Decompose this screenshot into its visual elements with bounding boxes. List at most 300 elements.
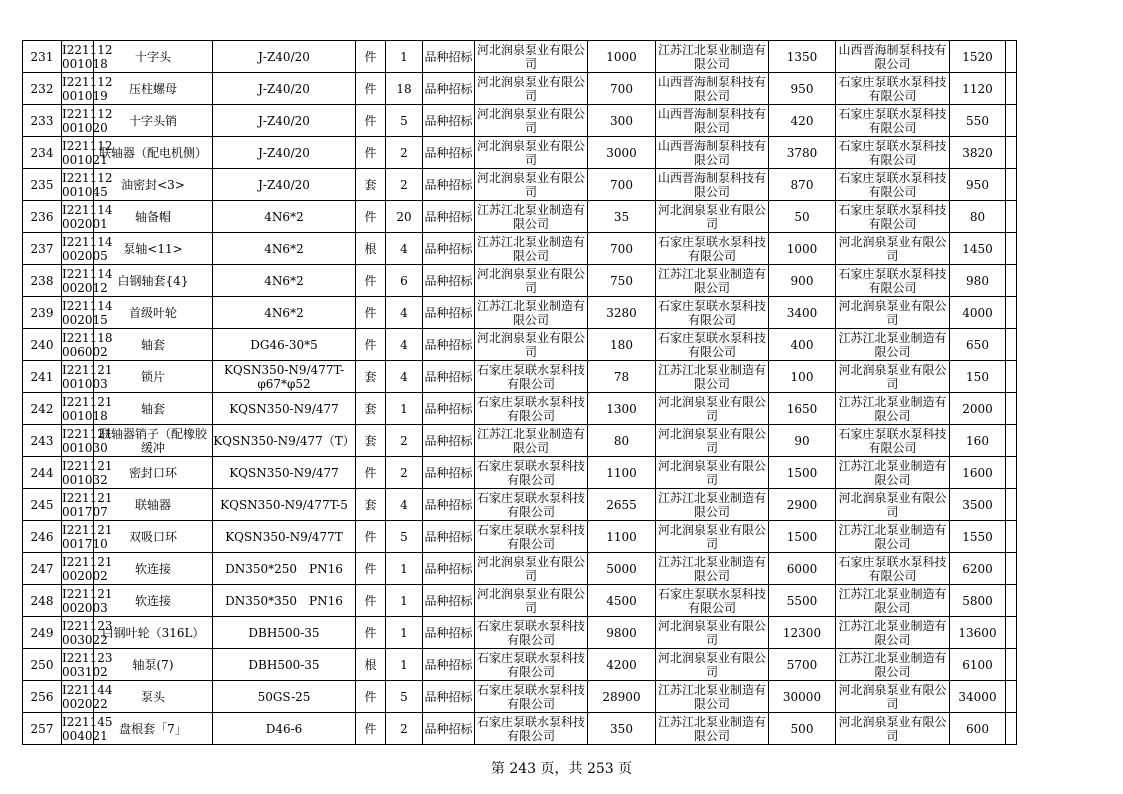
seq-cell: 235 [23,169,62,201]
blank-cell [1006,137,1017,169]
supplier-1-cell: 河北润泉泵业有限公司 [475,169,588,201]
supplier-3-cell: 江苏江北泵业制造有限公司 [836,521,950,553]
supplier-1-cell: 江苏江北泵业制造有限公司 [475,425,588,457]
price-3-cell: 650 [950,329,1006,361]
supplier-3-cell: 石家庄泵联水泵科技有限公司 [836,137,950,169]
qty-cell: 1 [386,617,423,649]
supplier-1-cell: 江苏江北泵业制造有限公司 [475,233,588,265]
seq-cell: 257 [23,713,62,745]
code-cell: I221112 001020 [62,106,113,135]
spec-cell: DBH500-35 [213,617,356,649]
price-2-cell: 400 [769,329,836,361]
seq-cell: 245 [23,489,62,521]
seq-cell: 232 [23,73,62,105]
table-row [23,521,1017,553]
blank-cell [1006,425,1017,457]
code-cell: I221118 006002 [62,330,113,359]
spec-cell: KQSN350-N9/477T [213,521,356,553]
price-2-cell: 900 [769,265,836,297]
price-1-cell: 3000 [588,137,656,169]
spec-cell: KQSN350-N9/477 [213,393,356,425]
item-name-cell: 十字头 [94,41,213,73]
seq-cell: 249 [23,617,62,649]
supplier-1-cell: 河北润泉泵业有限公司 [475,105,588,137]
seq-cell: 234 [23,137,62,169]
supplier-1-cell: 石家庄泵联水泵科技有限公司 [475,649,588,681]
price-1-cell: 9800 [588,617,656,649]
price-2-cell: 12300 [769,617,836,649]
supplier-1-cell: 石家庄泵联水泵科技有限公司 [475,521,588,553]
qty-cell: 2 [386,457,423,489]
method-cell: 品种招标 [423,233,475,265]
method-cell: 品种招标 [423,425,475,457]
code-cell: I221112 001019 [62,74,113,103]
price-2-cell: 5500 [769,585,836,617]
item-name-cell: 锁片 [94,361,213,393]
unit-cell: 件 [356,297,386,329]
price-2-cell: 6000 [769,553,836,585]
item-name-cell: 十字头销 [94,105,213,137]
supplier-3-cell: 江苏江北泵业制造有限公司 [836,649,950,681]
item-name-cell: 盘根套「7」 [94,713,213,745]
supplier-2-cell: 江苏江北泵业制造有限公司 [656,713,769,745]
page-footer: 第 243 页，共 253 页 [490,761,633,777]
qty-cell: 2 [386,713,423,745]
qty-cell: 4 [386,233,423,265]
table-row [23,297,1017,329]
supplier-3-cell: 石家庄泵联水泵科技有限公司 [836,201,950,233]
item-name-cell: 联轴器 [94,489,213,521]
seq-cell: 238 [23,265,62,297]
price-2-cell: 5700 [769,649,836,681]
supplier-2-cell: 山西晋海制泵科技有限公司 [656,105,769,137]
code-cell: I221112 001045 [62,170,113,199]
item-name-cell: 泵轴<11> [94,233,213,265]
price-1-cell: 350 [588,713,656,745]
seq-cell: 250 [23,649,62,681]
item-name-cell: 白钢叶轮（316L） [94,617,213,649]
item-name-cell: 轴备帽 [94,201,213,233]
qty-cell: 1 [386,553,423,585]
item-name-cell: 首级叶轮 [94,297,213,329]
price-2-cell: 90 [769,425,836,457]
code-cell: I221121 001707 [62,490,113,519]
spec-cell: D46-6 [213,713,356,745]
blank-cell [1006,329,1017,361]
table-row [23,169,1017,201]
unit-cell: 套 [356,425,386,457]
supplier-3-cell: 江苏江北泵业制造有限公司 [836,585,950,617]
qty-cell: 1 [386,649,423,681]
method-cell: 品种招标 [423,137,475,169]
item-name-cell: 油密封<3> [94,169,213,201]
table-row [23,393,1017,425]
unit-cell: 件 [356,681,386,713]
table-row [23,265,1017,297]
spec-cell: J-Z40/20 [213,41,356,73]
qty-cell: 4 [386,489,423,521]
supplier-2-cell: 山西晋海制泵科技有限公司 [656,73,769,105]
unit-cell: 件 [356,105,386,137]
price-3-cell: 980 [950,265,1006,297]
table-row [23,425,1017,457]
spec-cell: KQSN350-N9/477T-φ67*φ52 [213,361,356,393]
supplier-1-cell: 石家庄泵联水泵科技有限公司 [475,457,588,489]
price-2-cell: 1500 [769,521,836,553]
qty-cell: 5 [386,681,423,713]
price-3-cell: 950 [950,169,1006,201]
table-row [23,105,1017,137]
price-3-cell: 160 [950,425,1006,457]
seq-cell: 240 [23,329,62,361]
table-row [23,681,1017,713]
code-cell: I221123 003022 [62,618,113,647]
supplier-3-cell: 河北润泉泵业有限公司 [836,713,950,745]
price-2-cell: 500 [769,713,836,745]
item-name-cell: 轴套 [94,393,213,425]
unit-cell: 套 [356,489,386,521]
unit-cell: 根 [356,233,386,265]
item-name-cell: 联轴器销子（配橡胶缓冲 [94,425,213,457]
seq-cell: 236 [23,201,62,233]
qty-cell: 1 [386,393,423,425]
seq-cell: 246 [23,521,62,553]
table-row [23,489,1017,521]
supplier-1-cell: 河北润泉泵业有限公司 [475,41,588,73]
price-1-cell: 3280 [588,297,656,329]
spec-cell: 4N6*2 [213,297,356,329]
blank-cell [1006,521,1017,553]
supplier-2-cell: 河北润泉泵业有限公司 [656,649,769,681]
qty-cell: 4 [386,329,423,361]
blank-cell [1006,681,1017,713]
code-cell: I221121 001030 [62,426,113,455]
spec-cell: DN350*350 PN16 [213,585,356,617]
code-cell: I221121 001032 [62,458,113,487]
blank-cell [1006,105,1017,137]
blank-cell [1006,649,1017,681]
qty-cell: 2 [386,425,423,457]
supplier-3-cell: 石家庄泵联水泵科技有限公司 [836,105,950,137]
qty-cell: 1 [386,41,423,73]
spec-cell: J-Z40/20 [213,137,356,169]
code-cell: I221144 002022 [62,682,113,711]
price-2-cell: 1000 [769,233,836,265]
spec-cell: KQSN350-N9/477 [213,457,356,489]
code-cell: I221112 001018 [62,42,113,71]
method-cell: 品种招标 [423,649,475,681]
code-cell: I221121 002003 [62,586,113,615]
blank-cell [1006,457,1017,489]
table-row [23,713,1017,745]
table-row [23,361,1017,393]
method-cell: 品种招标 [423,201,475,233]
supplier-2-cell: 山西晋海制泵科技有限公司 [656,137,769,169]
price-1-cell: 1300 [588,393,656,425]
price-1-cell: 2655 [588,489,656,521]
price-2-cell: 50 [769,201,836,233]
seq-cell: 231 [23,41,62,73]
unit-cell: 套 [356,393,386,425]
price-3-cell: 1600 [950,457,1006,489]
spec-cell: DBH500-35 [213,649,356,681]
item-name-cell: 泵头 [94,681,213,713]
supplier-3-cell: 江苏江北泵业制造有限公司 [836,393,950,425]
spec-cell: J-Z40/20 [213,169,356,201]
supplier-3-cell: 石家庄泵联水泵科技有限公司 [836,425,950,457]
spec-cell: 4N6*2 [213,233,356,265]
unit-cell: 件 [356,457,386,489]
spec-cell: J-Z40/20 [213,105,356,137]
table-row [23,457,1017,489]
unit-cell: 件 [356,521,386,553]
supplier-2-cell: 河北润泉泵业有限公司 [656,201,769,233]
supplier-2-cell: 江苏江北泵业制造有限公司 [656,681,769,713]
code-cell: I221145 004021 [62,714,113,743]
supplier-1-cell: 江苏江北泵业制造有限公司 [475,201,588,233]
supplier-2-cell: 河北润泉泵业有限公司 [656,617,769,649]
supplier-1-cell: 石家庄泵联水泵科技有限公司 [475,617,588,649]
price-1-cell: 28900 [588,681,656,713]
unit-cell: 件 [356,201,386,233]
item-name-cell: 联轴器（配电机侧） [94,137,213,169]
seq-cell: 241 [23,361,62,393]
supplier-2-cell: 山西晋海制泵科技有限公司 [656,169,769,201]
price-1-cell: 750 [588,265,656,297]
qty-cell: 5 [386,521,423,553]
price-1-cell: 35 [588,201,656,233]
item-name-cell: 密封口环 [94,457,213,489]
price-3-cell: 550 [950,105,1006,137]
supplier-2-cell: 江苏江北泵业制造有限公司 [656,41,769,73]
price-3-cell: 1450 [950,233,1006,265]
table-row [23,233,1017,265]
method-cell: 品种招标 [423,361,475,393]
supplier-1-cell: 河北润泉泵业有限公司 [475,265,588,297]
price-1-cell: 80 [588,425,656,457]
supplier-2-cell: 江苏江北泵业制造有限公司 [656,489,769,521]
table-body [23,41,1017,745]
price-2-cell: 870 [769,169,836,201]
blank-cell [1006,489,1017,521]
supplier-1-cell: 石家庄泵联水泵科技有限公司 [475,393,588,425]
unit-cell: 件 [356,137,386,169]
qty-cell: 4 [386,361,423,393]
supplier-1-cell: 江苏江北泵业制造有限公司 [475,297,588,329]
spec-cell: DN350*250 PN16 [213,553,356,585]
blank-cell [1006,233,1017,265]
qty-cell: 5 [386,105,423,137]
blank-cell [1006,41,1017,73]
supplier-2-cell: 石家庄泵联水泵科技有限公司 [656,329,769,361]
item-name-cell: 双吸口环 [94,521,213,553]
price-1-cell: 300 [588,105,656,137]
price-3-cell: 1520 [950,41,1006,73]
supplier-2-cell: 石家庄泵联水泵科技有限公司 [656,585,769,617]
price-3-cell: 34000 [950,681,1006,713]
spec-cell: 4N6*2 [213,265,356,297]
table-row [23,553,1017,585]
method-cell: 品种招标 [423,713,475,745]
price-comparison-table [22,40,1017,745]
method-cell: 品种招标 [423,585,475,617]
code-cell: I221114 002001 [62,202,113,231]
price-2-cell: 3780 [769,137,836,169]
price-2-cell: 950 [769,73,836,105]
unit-cell: 件 [356,265,386,297]
seq-cell: 256 [23,681,62,713]
qty-cell: 2 [386,169,423,201]
seq-cell: 248 [23,585,62,617]
supplier-1-cell: 河北润泉泵业有限公司 [475,585,588,617]
seq-cell: 244 [23,457,62,489]
price-2-cell: 1650 [769,393,836,425]
spec-cell: 50GS-25 [213,681,356,713]
blank-cell [1006,617,1017,649]
supplier-2-cell: 石家庄泵联水泵科技有限公司 [656,297,769,329]
price-2-cell: 30000 [769,681,836,713]
method-cell: 品种招标 [423,617,475,649]
unit-cell: 件 [356,329,386,361]
price-1-cell: 180 [588,329,656,361]
item-name-cell: 软连接 [94,585,213,617]
supplier-1-cell: 石家庄泵联水泵科技有限公司 [475,361,588,393]
method-cell: 品种招标 [423,73,475,105]
blank-cell [1006,553,1017,585]
blank-cell [1006,393,1017,425]
price-3-cell: 80 [950,201,1006,233]
price-3-cell: 1120 [950,73,1006,105]
supplier-1-cell: 河北润泉泵业有限公司 [475,329,588,361]
price-1-cell: 700 [588,73,656,105]
supplier-3-cell: 江苏江北泵业制造有限公司 [836,329,950,361]
unit-cell: 根 [356,649,386,681]
code-cell: I221112 001021 [62,138,113,167]
supplier-2-cell: 江苏江北泵业制造有限公司 [656,361,769,393]
supplier-2-cell: 河北润泉泵业有限公司 [656,521,769,553]
price-1-cell: 4200 [588,649,656,681]
item-name-cell: 白钢轴套{4} [94,265,213,297]
method-cell: 品种招标 [423,393,475,425]
blank-cell [1006,201,1017,233]
price-3-cell: 150 [950,361,1006,393]
spec-cell: DG46-30*5 [213,329,356,361]
price-1-cell: 4500 [588,585,656,617]
price-1-cell: 1100 [588,521,656,553]
supplier-2-cell: 江苏江北泵业制造有限公司 [656,553,769,585]
unit-cell: 件 [356,713,386,745]
table-row [23,649,1017,681]
supplier-3-cell: 江苏江北泵业制造有限公司 [836,617,950,649]
qty-cell: 6 [386,265,423,297]
blank-cell [1006,169,1017,201]
price-1-cell: 1100 [588,457,656,489]
method-cell: 品种招标 [423,553,475,585]
price-2-cell: 420 [769,105,836,137]
seq-cell: 239 [23,297,62,329]
supplier-1-cell: 石家庄泵联水泵科技有限公司 [475,681,588,713]
code-cell: I221121 001018 [62,394,113,423]
supplier-3-cell: 山西晋海制泵科技有限公司 [836,41,950,73]
method-cell: 品种招标 [423,457,475,489]
table-row [23,585,1017,617]
price-3-cell: 13600 [950,617,1006,649]
supplier-3-cell: 江苏江北泵业制造有限公司 [836,457,950,489]
price-3-cell: 6200 [950,553,1006,585]
price-2-cell: 100 [769,361,836,393]
method-cell: 品种招标 [423,297,475,329]
blank-cell [1006,265,1017,297]
qty-cell: 4 [386,297,423,329]
method-cell: 品种招标 [423,329,475,361]
price-3-cell: 6100 [950,649,1006,681]
unit-cell: 件 [356,73,386,105]
unit-cell: 套 [356,169,386,201]
supplier-2-cell: 江苏江北泵业制造有限公司 [656,265,769,297]
price-3-cell: 1550 [950,521,1006,553]
seq-cell: 233 [23,105,62,137]
supplier-3-cell: 河北润泉泵业有限公司 [836,233,950,265]
price-2-cell: 1500 [769,457,836,489]
supplier-1-cell: 河北润泉泵业有限公司 [475,73,588,105]
supplier-3-cell: 河北润泉泵业有限公司 [836,489,950,521]
supplier-2-cell: 河北润泉泵业有限公司 [656,425,769,457]
price-3-cell: 2000 [950,393,1006,425]
blank-cell [1006,361,1017,393]
code-cell: I221121 001710 [62,522,113,551]
supplier-1-cell: 石家庄泵联水泵科技有限公司 [475,489,588,521]
unit-cell: 件 [356,41,386,73]
seq-cell: 242 [23,393,62,425]
blank-cell [1006,73,1017,105]
code-cell: I221114 002015 [62,298,113,327]
price-3-cell: 3500 [950,489,1006,521]
method-cell: 品种招标 [423,489,475,521]
item-name-cell: 轴套 [94,329,213,361]
code-cell: I221114 002005 [62,234,113,263]
table-row [23,201,1017,233]
unit-cell: 件 [356,617,386,649]
table-row [23,73,1017,105]
spec-cell: J-Z40/20 [213,73,356,105]
qty-cell: 1 [386,585,423,617]
item-name-cell: 软连接 [94,553,213,585]
spec-cell: KQSN350-N9/477（T） [213,425,356,457]
seq-cell: 247 [23,553,62,585]
method-cell: 品种招标 [423,681,475,713]
spec-cell: 4N6*2 [213,201,356,233]
price-1-cell: 78 [588,361,656,393]
supplier-3-cell: 河北润泉泵业有限公司 [836,297,950,329]
method-cell: 品种招标 [423,265,475,297]
method-cell: 品种招标 [423,41,475,73]
table-row [23,329,1017,361]
spec-cell: KQSN350-N9/477T-5 [213,489,356,521]
price-1-cell: 700 [588,233,656,265]
table-row [23,617,1017,649]
code-cell: I221114 002012 [62,266,113,295]
code-cell: I221121 002002 [62,554,113,583]
price-3-cell: 3820 [950,137,1006,169]
table-row [23,137,1017,169]
code-cell: I221123 003102 [62,650,113,679]
supplier-2-cell: 石家庄泵联水泵科技有限公司 [656,233,769,265]
qty-cell: 18 [386,73,423,105]
unit-cell: 套 [356,361,386,393]
supplier-3-cell: 石家庄泵联水泵科技有限公司 [836,265,950,297]
supplier-1-cell: 石家庄泵联水泵科技有限公司 [475,713,588,745]
price-1-cell: 5000 [588,553,656,585]
